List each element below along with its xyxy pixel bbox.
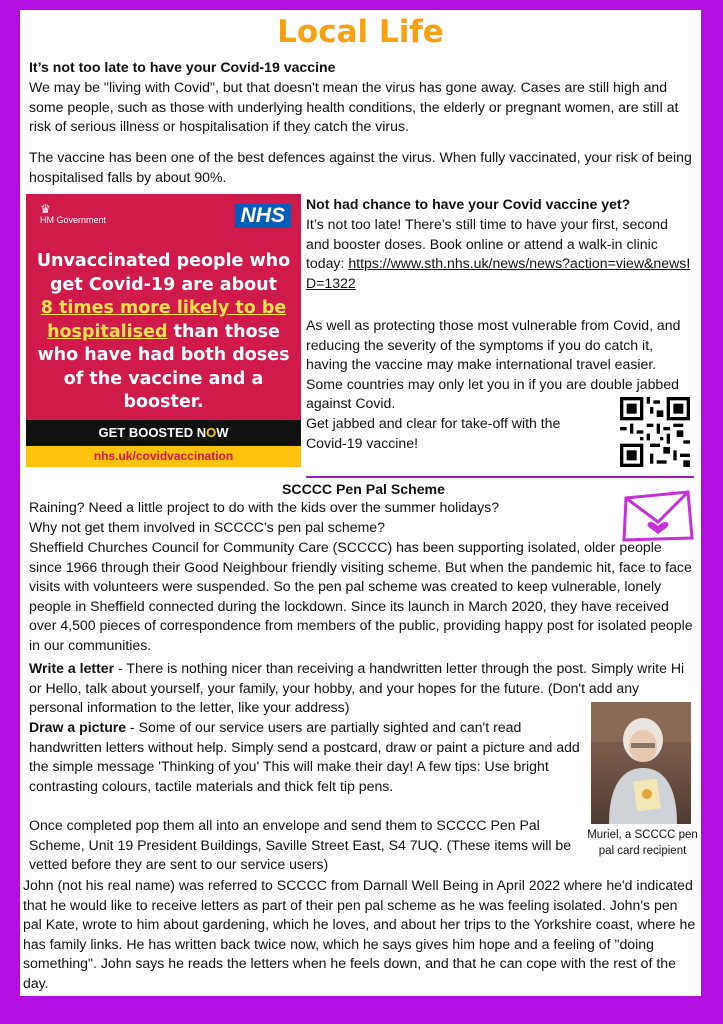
covid-sub-heading: Not had chance to have your Covid vaccine yet? (306, 196, 631, 212)
post-instructions: Once completed pop them all into an envelope and send them to SCCCC Pen Pal Scheme, Unit 19 President Buildings, Saville Street East, S4 7UQ. (These items will be vetted before they are sent to our service users) (29, 817, 572, 872)
covid-paragraph-3: As well as protecting those most vulnerable from Covid, and reducing the severity of the symptoms if you do catch it, having the vaccine may make international travel easier. Some countries may only let you in if you are double jabbed against Covid. (306, 317, 681, 411)
poster-url: nhs.uk/covidvaccination (26, 446, 301, 467)
newsletter-page (20, 10, 701, 996)
penpal-intro-2: Why not get them involved in SCCCC's pen pal scheme? (29, 519, 385, 535)
covid-paragraph-1: We may be "living with Covid", but that doesn't mean the virus has gone away. Cases are still high and some people, such as those with underlying health conditions, the elderly or pregnant women, are still at risk of serious illness or hospitalisation if they catch the virus. (29, 79, 679, 134)
covid-heading: It’s not too late to have your Covid-19 vaccine (29, 59, 336, 75)
poster-line-1: Unvaccinated people who get Covid-19 are about (36, 251, 291, 295)
booking-link[interactable]: https://www.sth.nhs.uk/news/news?action=view&newsID=1322 (306, 255, 691, 291)
cta-text-1: GET BOOSTED N (98, 425, 207, 440)
write-letter-label: Write a letter (29, 660, 115, 676)
photo-caption: Muriel, a SCCCC pen pal card recipient (587, 829, 698, 857)
section-divider (306, 476, 694, 478)
draw-picture-text: - Some of our service users are partially sighted and can't read handwritten letters without help. Simply send a postcard, draw or paint a picture and add the simple message 'Thinking of you' This will make their day! A few tips: Use bright contrasting colours, tactile materials and thick felt tip pens. (29, 719, 580, 794)
person-icon (591, 702, 691, 824)
nhs-vaccine-poster (26, 194, 301, 467)
get-boosted-banner (26, 420, 301, 446)
hm-government-label: HM Government (40, 215, 107, 225)
qr-code-icon[interactable] (620, 397, 690, 467)
covid-booking-text (306, 215, 691, 293)
hm-government-crest (40, 204, 106, 226)
booking-text: It’s not too late! There’s still time to have your first, second and booster doses. Book online or attend a walk-in clinic today: (306, 216, 668, 271)
recipient-photo (591, 702, 691, 824)
crown-icon: ♛ (40, 202, 51, 216)
envelope-heart-icon (620, 490, 694, 542)
penpal-intro-1: Raining? Need a little project to do with the kids over the summer holidays? (29, 499, 500, 515)
cta-text-o: O (206, 425, 217, 440)
john-story: John (not his real name) was referred to SCCCC from Darnall Well Being in April 2022 where he'd indicated that he would like to receive letters as part of their pen pal scheme as he was feeling isolated. John's pen pal Kate, wrote to him about gardening, which he loves, and about her trips to the Yorkshire coast, where he has family links. He has written back twice now, which he says gives him hope and a feeling of "doing something". John says he reads the letters when he feels down, and that he can cope with the rest of the day. (23, 877, 696, 991)
cta-text-2: W (216, 425, 229, 440)
penpal-heading: SCCCC Pen Pal Scheme (282, 481, 445, 497)
draw-picture-label: Draw a picture (29, 719, 127, 735)
poster-headline (32, 250, 295, 415)
poster-line-2: than those who have had both doses of the vaccine and a booster. (37, 321, 290, 412)
draw-picture-section (29, 718, 583, 796)
page-title: Local Life (277, 14, 444, 50)
covid-paragraph-4: Get jabbed and clear for take-off with the Covid-19 vaccine! (306, 415, 561, 451)
nhs-logo: NHS (235, 204, 291, 228)
poster-highlight-2: hospitalised (47, 321, 168, 342)
covid-paragraph-2: The vaccine has been one of the best defences against the virus. When fully vaccinated, your risk of being hospitalised falls by about 90%. (29, 149, 692, 185)
poster-highlight-1: 8 times more likely to be (40, 298, 287, 318)
write-letter-text: - There is nothing nicer than receiving a handwritten letter through the post. Simply write Hi or Hello, talk about yourself, your family, your hobby, and your hopes for the future. (Don't add any personal information to the letter, like your address) (29, 660, 685, 715)
penpal-paragraph-1: Sheffield Churches Council for Community Care (SCCCC) has been supporting isolated, older people since 1966 through their Good Neighbour friendly visiting scheme. But when the pandemic hit, face to face visits with volunteers were suspended. So the pen pal scheme was created to keep vulnerable, lonely people in Sheffield connected during the lockdown. Since its launch in March 2020, they have received over 4,500 pieces of correspondence from members of the public, providing happy post for isolated people in our communities. (29, 539, 693, 653)
